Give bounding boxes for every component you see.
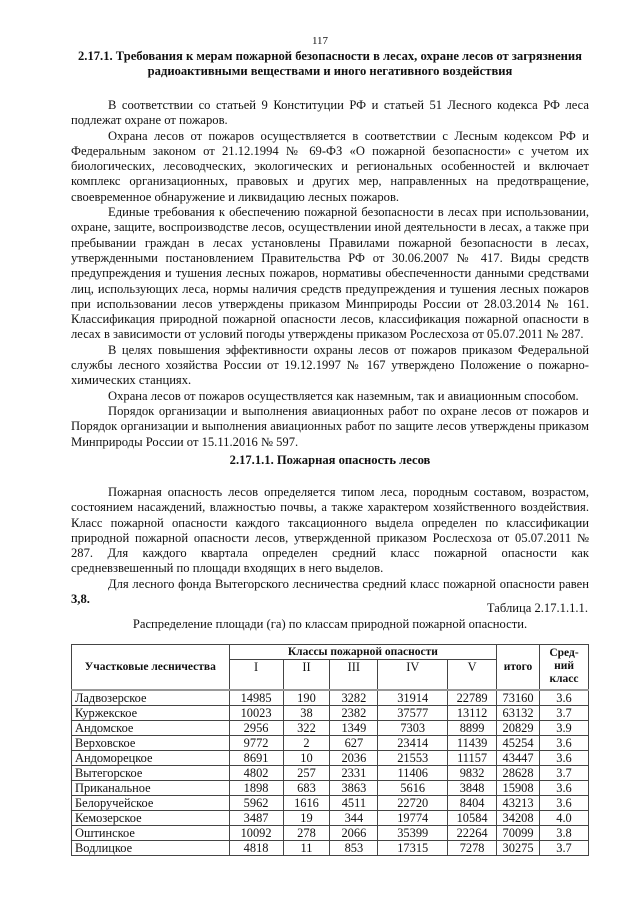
cell-class-2: 19 xyxy=(283,810,330,825)
body-text-2 xyxy=(71,485,589,607)
table-row xyxy=(72,840,589,855)
cell-class-3: 2331 xyxy=(330,765,378,780)
cell-class-1: 10092 xyxy=(229,825,283,840)
cell-avg-class: 3.6 xyxy=(540,795,589,810)
cell-class-2: 11 xyxy=(283,840,330,855)
cell-class-4: 21553 xyxy=(378,750,448,765)
cell-class-1: 5962 xyxy=(229,795,283,810)
cell-class-5: 8899 xyxy=(448,720,497,735)
table-row xyxy=(72,690,589,706)
header-total: итого xyxy=(497,645,540,690)
header-avg: Сред-ний класс xyxy=(540,645,589,690)
cell-avg-class: 3.6 xyxy=(540,780,589,795)
cell-class-5: 11157 xyxy=(448,750,497,765)
cell-class-1: 2956 xyxy=(229,720,283,735)
cell-avg-class: 3.7 xyxy=(540,765,589,780)
cell-class-3: 344 xyxy=(330,810,378,825)
paragraph: Единые требования к обеспечению пожарной безопасности в лесах при использовании, охране, защите, воспроизводстве лесов, осуществлении иной деятельности в лесах, а также при пребывании граждан в лесах установлены Правилами пожарной безопасности в лесах, утвержденными постановлением Правительства РФ от 30.06.2007 № 417. Виды средств предупреждения и тушения лесных пожаров, нормативы обеспеченности данными средствами лиц, использующих леса, нормы наличия средств предупреждения и тушения лесных пожаров при использовании лесов утверждены приказом Минприроды России от 28.03.2014 № 161. Классификация природной пожарной опасности лесов, классификация пожарной опасности в лесах в зависимости от условий погоды утверждены приказом Рослесхоза от 05.07.2011 № 287. xyxy=(71,205,589,342)
paragraph: Охрана лесов от пожаров осуществляется в соответствии с Лесным кодексом РФ и Федеральным законом от 21.12.1994 № 69-ФЗ «О пожарной безопасности» с учетом их биологических, лесоводческих, экологических и региональных особенностей и включает комплекс организационных, правовых и других мер, направленных на предотвращение, своевременное обнаружение и ликвидацию лесных пожаров. xyxy=(71,128,589,204)
cell-class-4: 37577 xyxy=(378,705,448,720)
cell-avg-class: 3.6 xyxy=(540,750,589,765)
cell-avg-class: 4.0 xyxy=(540,810,589,825)
cell-total: 73160 xyxy=(497,690,540,706)
cell-class-1: 1898 xyxy=(229,780,283,795)
cell-forestry-name: Верховское xyxy=(72,735,230,750)
cell-class-4: 23414 xyxy=(378,735,448,750)
cell-total: 45254 xyxy=(497,735,540,750)
cell-total: 43447 xyxy=(497,750,540,765)
cell-total: 43213 xyxy=(497,795,540,810)
cell-class-5: 8404 xyxy=(448,795,497,810)
cell-class-1: 4818 xyxy=(229,840,283,855)
cell-forestry-name: Белоручейское xyxy=(72,795,230,810)
cell-class-1: 14985 xyxy=(229,690,283,706)
paragraph: Охрана лесов от пожаров осуществляется как наземным, так и авиационным способом. xyxy=(108,388,579,403)
paragraph: В целях повышения эффективности охраны лесов от пожаров приказом Федеральной службы лесного хозяйства России от 19.12.1997 № 167 утверждено Положение о пожарно-химических станциях. xyxy=(71,342,589,388)
cell-class-5: 22264 xyxy=(448,825,497,840)
cell-total: 28628 xyxy=(497,765,540,780)
cell-forestry-name: Оштинское xyxy=(72,825,230,840)
cell-class-4: 17315 xyxy=(378,840,448,855)
header-class-5: V xyxy=(448,660,497,690)
cell-forestry-name: Ладвозерское xyxy=(72,690,230,706)
paragraph: В соответствии со статьей 9 Конституции РФ и статьей 51 Лесного кодекса РФ леса подлежат охране от пожаров. xyxy=(71,98,589,128)
cell-class-3: 627 xyxy=(330,735,378,750)
cell-class-5: 13112 xyxy=(448,705,497,720)
cell-avg-class: 3.7 xyxy=(540,840,589,855)
cell-forestry-name: Андомское xyxy=(72,720,230,735)
cell-total: 63132 xyxy=(497,705,540,720)
section-title: 2.17.1. Требования к мерам пожарной безопасности в лесах, охране лесов от загрязнения радиоактивными веществами и иного негативного воздействия xyxy=(78,49,582,78)
cell-forestry-name: Вытегорское xyxy=(72,765,230,780)
header-class-1: I xyxy=(229,660,283,690)
cell-class-2: 683 xyxy=(283,780,330,795)
cell-class-2: 278 xyxy=(283,825,330,840)
cell-class-3: 1349 xyxy=(330,720,378,735)
cell-class-3: 4511 xyxy=(330,795,378,810)
cell-forestry-name: Водлицкое xyxy=(72,840,230,855)
cell-total: 70099 xyxy=(497,825,540,840)
cell-class-3: 2382 xyxy=(330,705,378,720)
cell-forestry-name: Кемозерское xyxy=(72,810,230,825)
table-row xyxy=(72,810,589,825)
cell-total: 34208 xyxy=(497,810,540,825)
cell-avg-class: 3.6 xyxy=(540,690,589,706)
cell-class-2: 190 xyxy=(283,690,330,706)
header-classes-group: Классы пожарной опасности xyxy=(229,645,496,660)
cell-avg-class: 3.7 xyxy=(540,705,589,720)
table-row xyxy=(72,825,589,840)
cell-class-3: 853 xyxy=(330,840,378,855)
cell-avg-class: 3.8 xyxy=(540,825,589,840)
table-number: Таблица 2.17.1.1.1. xyxy=(486,601,588,615)
cell-avg-class: 3.6 xyxy=(540,735,589,750)
cell-total: 20829 xyxy=(497,720,540,735)
table-row xyxy=(72,765,589,780)
fire-class-table xyxy=(71,644,589,856)
cell-class-2: 1616 xyxy=(283,795,330,810)
body-text-1 xyxy=(71,98,589,450)
cell-class-3: 3282 xyxy=(330,690,378,706)
cell-class-1: 9772 xyxy=(229,735,283,750)
cell-class-5: 10584 xyxy=(448,810,497,825)
cell-class-5: 7278 xyxy=(448,840,497,855)
cell-avg-class: 3.9 xyxy=(540,720,589,735)
paragraph: Пожарная опасность лесов определяется типом леса, породным составом, возрастом, состоянием насаждений, влажностью почвы, а также характером хозяйственного воздействия. Класс пожарной опасности каждого таксационного выдела определен по классификации природной пожарной опасности лесов, утвержденной приказом Рослесхоза от 05.07.2011 № 287. Для каждого квартала определен средний класс пожарной опасности как средневзвешенный по площади входящих в него выделов. xyxy=(71,485,589,576)
cell-forestry-name: Приканальное xyxy=(72,780,230,795)
cell-class-5: 9832 xyxy=(448,765,497,780)
cell-class-4: 19774 xyxy=(378,810,448,825)
cell-class-2: 10 xyxy=(283,750,330,765)
cell-forestry-name: Куржекское xyxy=(72,705,230,720)
cell-class-4: 7303 xyxy=(378,720,448,735)
cell-total: 30275 xyxy=(497,840,540,855)
header-class-3: III xyxy=(330,660,378,690)
cell-class-4: 5616 xyxy=(378,780,448,795)
table-row xyxy=(72,780,589,795)
header-name: Участковые лесничества xyxy=(72,645,230,690)
cell-class-2: 257 xyxy=(283,765,330,780)
header-class-2: II xyxy=(283,660,330,690)
avg-class-value: 3,8. xyxy=(71,592,90,607)
cell-total: 15908 xyxy=(497,780,540,795)
cell-class-4: 35399 xyxy=(378,825,448,840)
cell-class-3: 2036 xyxy=(330,750,378,765)
table-caption: Распределение площади (га) по классам природной пожарной опасности. xyxy=(132,617,528,631)
cell-class-4: 31914 xyxy=(378,690,448,706)
cell-class-2: 322 xyxy=(283,720,330,735)
table-row xyxy=(72,795,589,810)
table-row xyxy=(72,735,589,750)
cell-class-4: 11406 xyxy=(378,765,448,780)
paragraph: Для лесного фонда Вытегорского лесничества средний класс пожарной опасности равен 3,8. xyxy=(71,576,589,607)
cell-forestry-name: Андоморецкое xyxy=(72,750,230,765)
table-row xyxy=(72,705,589,720)
cell-class-5: 3848 xyxy=(448,780,497,795)
cell-class-1: 10023 xyxy=(229,705,283,720)
cell-class-5: 11439 xyxy=(448,735,497,750)
subsection-title: 2.17.1.1. Пожарная опасность лесов xyxy=(229,453,431,467)
cell-class-5: 22789 xyxy=(448,690,497,706)
cell-class-1: 4802 xyxy=(229,765,283,780)
paragraph: Порядок организации и выполнения авиационных работ по охране лесов от пожаров и Порядок организации и выполнения авиационных работ по защите лесов утверждены приказом Минприроды России от 15.11.2016 № 597. xyxy=(71,403,589,449)
cell-class-2: 2 xyxy=(283,735,330,750)
page-number: 117 xyxy=(311,35,329,47)
cell-class-3: 3863 xyxy=(330,780,378,795)
header-class-4: IV xyxy=(378,660,448,690)
cell-class-3: 2066 xyxy=(330,825,378,840)
cell-class-4: 22720 xyxy=(378,795,448,810)
cell-class-1: 8691 xyxy=(229,750,283,765)
cell-class-2: 38 xyxy=(283,705,330,720)
cell-class-1: 3487 xyxy=(229,810,283,825)
table-row xyxy=(72,750,589,765)
table-row xyxy=(72,720,589,735)
